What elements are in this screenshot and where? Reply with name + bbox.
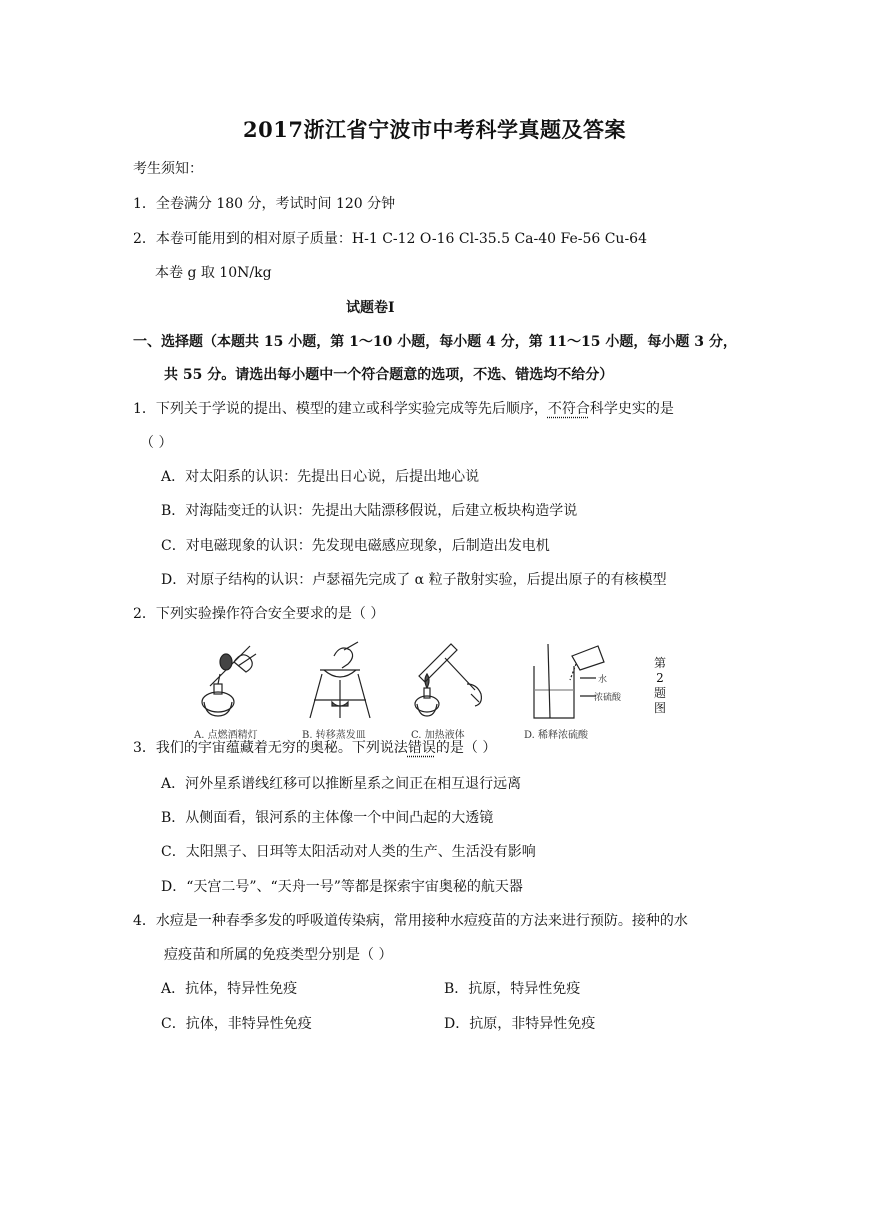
q4-option-d: D．抗原，非特异性免疫 [444, 1016, 596, 1032]
q3-option-c: C．太阳黑子、日珥等太阳活动对人类的生产、生活没有影响 [161, 844, 536, 860]
q2-figure [190, 640, 630, 741]
figure-caption-char-4: 图 [653, 701, 666, 715]
q1-stem-b: 科学史实的是 [589, 401, 674, 417]
figure-label-d: D. 稀释浓硫酸 [524, 730, 589, 741]
notice-item-1: 1．全卷满分 180 分，考试时间 120 分钟 [133, 196, 396, 212]
q1-option-d: D．对原子结构的认识：卢瑟福先完成了 α 粒子散射实验，后提出原子的有核模型 [161, 572, 667, 588]
q3-option-d: D．“天宫二号”、“天舟一号”等都是探索宇宙奥秘的航天器 [161, 879, 523, 895]
notice-extra: 本卷 g 取 10N/kg [155, 265, 272, 281]
q4-stem-line1: 4．水痘是一种春季多发的呼吸道传染病，常用接种水痘疫苗的方法来进行预防。接种的水 [133, 913, 688, 929]
alcohol-lamp-lighting-illustration [190, 640, 280, 724]
q1-option-b: B．对海陆变迁的认识：先提出大陆漂移假说，后建立板块构造学说 [161, 503, 578, 519]
figure-label-a: A. 点燃酒精灯 [194, 730, 258, 741]
figure-acid-label: 浓硫酸 [594, 693, 622, 703]
q3-stem-a: 3．我们的宇宙蕴藏着无穷的奥秘。下列说法 [133, 740, 408, 756]
heating-liquid-illustration [405, 640, 495, 724]
figure-caption-char-2: 2 [656, 671, 664, 685]
q3-stem-emphasis: 错误 [407, 740, 436, 756]
q3-stem [133, 737, 496, 757]
q3-option-b: B．从侧面看，银河系的主体像一个中间凸起的大透镜 [161, 810, 494, 826]
q3-stem-b: 的是（ ） [435, 740, 497, 756]
notice-heading: 考生须知： [133, 161, 203, 177]
figure-label-c: C. 加热液体 [411, 730, 465, 741]
q4-option-c: C．抗体，非特异性免疫 [161, 1016, 312, 1032]
q4-option-b: B．抗原，特异性免疫 [444, 981, 581, 997]
q1-stem [133, 398, 674, 418]
page-title: 2017浙江省宁波市中考科学真题及答案 [243, 117, 626, 142]
paper-label: 试题卷Ⅰ [346, 300, 395, 316]
q4-stem-line2: 痘疫苗和所属的免疫类型分别是（ ） [164, 947, 393, 963]
figure-item-d [520, 640, 622, 741]
notice-item-2: 2．本卷可能用到的相对原子质量：H-1 C-12 O-16 Cl-35.5 Ca-40 Fe-56 Cu-64 [133, 231, 647, 247]
figure-item-a [190, 640, 290, 741]
q3-option-a: A．河外星系谱线红移可以推断星系之间正在相互退行远离 [161, 776, 522, 792]
figure-label-b: B. 转移蒸发皿 [302, 730, 366, 741]
section1-line1: 一、选择题（本题共 15 小题，第 1～10 小题，每小题 4 分，第 11～15 小题，每小题 3 分， [133, 334, 737, 350]
figure-item-c [405, 640, 505, 741]
q1-stem-emphasis: 不符合 [547, 401, 590, 417]
q1-option-a: A．对太阳系的认识：先提出日心说，后提出地心说 [161, 469, 480, 485]
q1-stem-a: 1．下列关于学说的提出、模型的建立或科学实验完成等先后顺序， [133, 401, 548, 417]
figure-water-label: 水 [598, 675, 608, 685]
figure-caption [652, 656, 668, 716]
figure-caption-char-1: 第 [653, 656, 666, 670]
q1-option-c: C．对电磁现象的认识：先发现电磁感应现象，后制造出发电机 [161, 538, 550, 554]
evaporating-dish-transfer-illustration [300, 640, 390, 724]
figure-caption-char-3: 题 [653, 686, 666, 700]
q2-stem: 2．下列实验操作符合安全要求的是（ ） [133, 606, 385, 622]
section1-line2: 共 55 分。请选出每小题中一个符合题意的选项，不选、错选均不给分） [164, 367, 614, 383]
figure-item-b [300, 640, 400, 741]
q1-answer-paren: （ ） [140, 435, 173, 451]
q4-option-a: A．抗体，特异性免疫 [161, 981, 298, 997]
